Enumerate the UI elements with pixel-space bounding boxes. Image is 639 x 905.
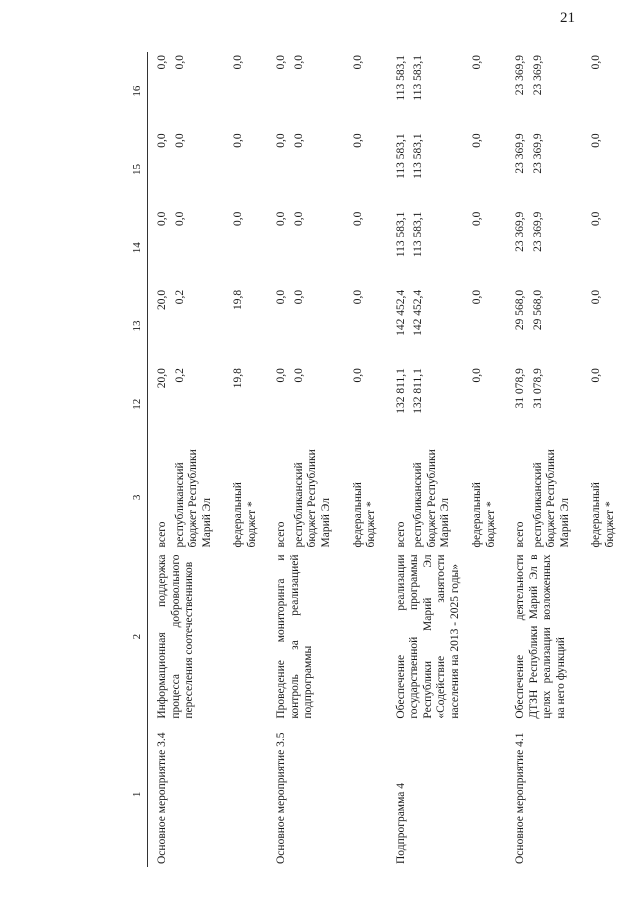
table-body — [147, 52, 619, 867]
funding-source: федеральный бюджет * — [590, 482, 616, 548]
page-number: 21 — [560, 10, 575, 26]
column-header-15: 15 — [131, 163, 143, 175]
column-header-14: 14 — [131, 242, 143, 254]
table-row — [500, 52, 530, 867]
amount-cell: 0,0 — [275, 211, 288, 226]
column-header-16: 16 — [131, 85, 143, 97]
amount-cell: 0,0 — [351, 289, 364, 305]
amount-cell: 0,0 — [470, 368, 483, 383]
funding-source: республиканский бюджет Республики Марий Эл — [173, 449, 213, 548]
amount-cell: 0,0 — [232, 211, 245, 226]
amount-cell: 0,0 — [155, 55, 168, 70]
amount-cell: 0,0 — [470, 211, 483, 226]
column-header-2: 2 — [131, 633, 143, 640]
amount-cell: 0,0 — [351, 368, 364, 383]
amount-cell: 0,0 — [232, 55, 245, 70]
amount-cell: 0,0 — [155, 133, 168, 148]
amount-cell: 0,2 — [173, 368, 186, 383]
amount-cell: 0,0 — [275, 133, 288, 148]
amount-cell: 0,0 — [173, 55, 186, 70]
amount-cell: 19,8 — [232, 289, 245, 310]
amount-cell: 113 583,1 — [394, 133, 407, 179]
measure-description: Обеспечение деятельности ДТЗН Республики Марий Эл в целях реализации возложенных на него функций — [514, 554, 567, 719]
amount-cell: 0,0 — [351, 55, 364, 70]
measure-name: Основное мероприятие 4.1 — [514, 732, 527, 864]
funding-source: всего — [275, 521, 288, 548]
amount-cell: 0,0 — [173, 211, 186, 226]
amount-cell: 113 583,1 — [412, 211, 425, 258]
amount-cell: 31 078,9 — [514, 368, 527, 409]
amount-cell: 0,2 — [173, 289, 186, 305]
funding-source: республиканский бюджет Республики Марий Эл — [531, 449, 571, 548]
column-header-12: 12 — [131, 398, 143, 410]
amount-cell: 19,8 — [232, 368, 245, 389]
amount-cell: 23 369,9 — [531, 55, 544, 96]
amount-cell: 113 583,1 — [412, 55, 425, 101]
amount-cell: 0,0 — [590, 133, 603, 148]
table-row — [261, 52, 291, 867]
amount-cell: 113 583,1 — [394, 211, 407, 258]
amount-cell: 0,0 — [292, 133, 305, 148]
amount-cell: 0,0 — [590, 368, 603, 383]
amount-cell: 113 583,1 — [412, 133, 425, 179]
funding-source: всего — [514, 521, 527, 548]
table-row — [381, 52, 411, 867]
amount-cell: 0,0 — [590, 55, 603, 70]
funding-source: федеральный бюджет * — [351, 482, 378, 548]
amount-cell: 0,0 — [590, 289, 603, 305]
amount-cell: 0,0 — [292, 289, 305, 305]
amount-cell: 0,0 — [351, 133, 364, 148]
measure-name: Подпрограмма 4 — [394, 782, 407, 864]
amount-cell: 0,0 — [275, 289, 288, 305]
budget-table — [129, 52, 619, 867]
measure-description: Обеспечение реализации государственной программы Республики Марий Эл «Содействие занятости населения на 2013 - 2025 годы» — [394, 554, 461, 719]
table-row — [147, 52, 171, 867]
amount-cell: 0,0 — [470, 55, 483, 70]
amount-cell: 132 811,1 — [394, 368, 407, 414]
amount-cell: 113 583,1 — [394, 55, 407, 101]
amount-cell: 29 568,0 — [531, 289, 544, 331]
table-header-row — [129, 52, 147, 867]
amount-cell: 0,0 — [590, 211, 603, 226]
amount-cell: 23 369,9 — [531, 211, 544, 252]
amount-cell: 0,0 — [351, 211, 364, 226]
amount-cell: 23 369,9 — [514, 211, 527, 252]
amount-cell: 29 568,0 — [514, 289, 527, 331]
amount-cell: 0,0 — [470, 289, 483, 305]
funding-source: федеральный бюджет * — [470, 482, 497, 548]
amount-cell: 0,0 — [173, 133, 186, 148]
column-header-1: 1 — [131, 791, 143, 798]
amount-cell: 0,0 — [292, 55, 305, 70]
funding-source: всего — [155, 521, 168, 548]
measure-description: Проведение мониторинга и контроль за реализацией подпрограммы — [275, 554, 315, 719]
measure-name: Основное мероприятие 3.5 — [275, 732, 288, 864]
amount-cell: 142 452,4 — [394, 289, 407, 336]
amount-cell: 0,0 — [275, 55, 288, 70]
amount-cell: 0,0 — [232, 133, 245, 148]
rotated-table-container — [129, 52, 639, 867]
amount-cell: 23 369,9 — [531, 133, 544, 174]
funding-source: республиканский бюджет Республики Марий Эл — [412, 449, 452, 548]
amount-cell: 132 811,1 — [412, 368, 425, 414]
amount-cell: 142 452,4 — [412, 289, 425, 336]
funding-source: республиканский бюджет Республики Марий Эл — [292, 449, 333, 548]
amount-cell: 0,0 — [470, 133, 483, 148]
amount-cell: 31 078,9 — [531, 368, 544, 409]
column-header-3: 3 — [131, 494, 143, 501]
amount-cell: 20,0 — [155, 368, 168, 389]
amount-cell: 0,0 — [275, 368, 288, 383]
amount-cell: 0,0 — [155, 211, 168, 226]
amount-cell: 20,0 — [155, 289, 168, 310]
column-header-13: 13 — [131, 320, 143, 332]
amount-cell: 0,0 — [292, 368, 305, 383]
funding-source: всего — [394, 521, 407, 548]
amount-cell: 23 369,9 — [514, 133, 527, 174]
amount-cell: 23 369,9 — [514, 55, 527, 96]
measure-name: Основное мероприятие 3.4 — [155, 732, 168, 864]
amount-cell: 0,0 — [292, 211, 305, 226]
funding-source: федеральный бюджет * — [232, 482, 258, 548]
measure-description: Информационная поддержка процесса добровольного переселения соотечественников — [155, 554, 196, 719]
